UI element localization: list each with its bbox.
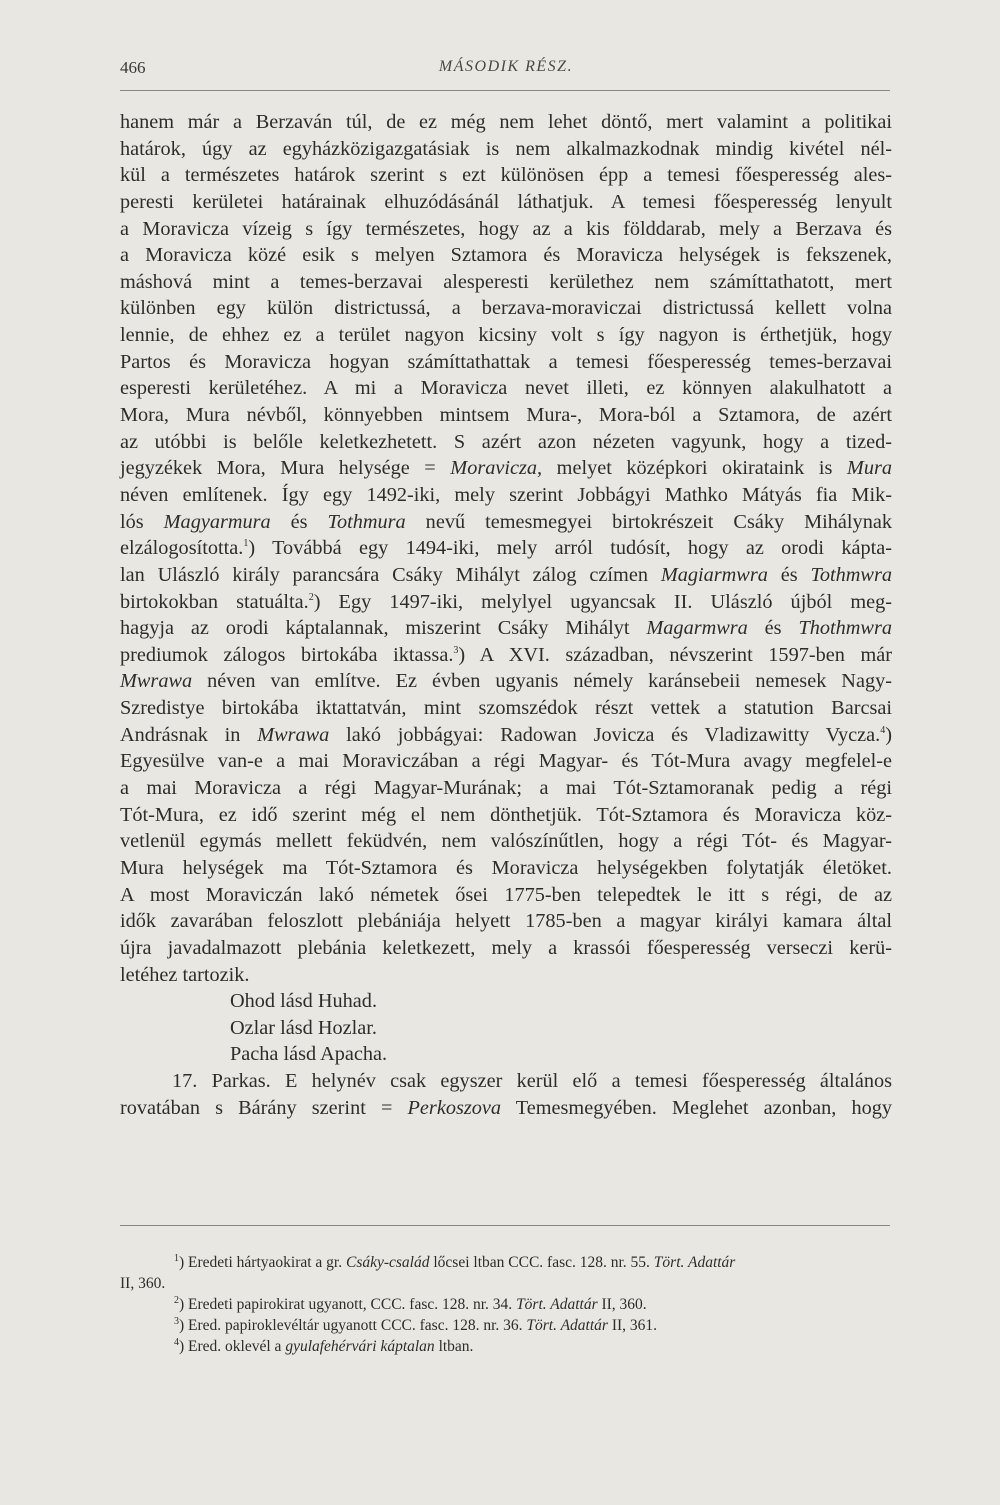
text-run: Andrásnak in (120, 723, 258, 746)
text-line (120, 562, 892, 589)
footnote-3 (120, 1315, 810, 1336)
italic-place-name: Perkoszova (407, 1096, 502, 1119)
text-line (120, 668, 892, 695)
text-line (120, 509, 892, 536)
page-header (120, 58, 892, 88)
text-run: birtokokban statuálta. (120, 590, 309, 613)
entry-heading-line: 17. Parkas. E helynév csak egyszer kerül elő a temesi főesperesség általános (172, 1070, 892, 1093)
text-line (120, 535, 892, 562)
footnote-ref[interactable]: 2 (308, 591, 314, 603)
text-run: jegyzékek Mora, Mura helysége = (120, 457, 451, 480)
text-run: II, 360. (597, 1296, 647, 1313)
italic-text: Tört. Adattár (653, 1254, 736, 1271)
footnote-4 (120, 1336, 810, 1357)
text-line: vetlenül egymás mellett feküdvén, nem valószínűtlen, hogy a régi Tót- és Magyar- (120, 830, 892, 853)
text-line: Egyesülve van-e a mai Moraviczában a régi Magyar- és Tót-Mura avagy megfelel-e (120, 750, 892, 773)
italic-place-name: Moravicza, (450, 457, 543, 480)
footnotes (120, 1252, 810, 1357)
italic-place-name: Mwrawa (257, 723, 330, 746)
footnote-number: 2 (174, 1294, 179, 1306)
footnote-number: 4 (174, 1336, 179, 1348)
text-line: újra javadalmazott plebánia keletkezett, mely a krassói főesperesség verseczi kerü- (120, 936, 892, 959)
footnote-1-continued: II, 360. (120, 1275, 166, 1292)
text-run: ) Egy 1497-iki, melylyel ugyancsak II. Ulászló újból meg- (313, 590, 892, 613)
italic-place-name: Magarmwra (646, 617, 748, 640)
italic-place-name: Tothmwra (810, 563, 892, 586)
text-run: prediumok zálogos birtokába iktassa. (120, 643, 454, 666)
header-rule (120, 90, 890, 91)
footnote-ref[interactable]: 3 (453, 645, 459, 657)
text-line: peresti kerületei határainak elhuzódásánál láthatjuk. A temesi főesperesség lenyult (120, 190, 892, 213)
footnote-rule (120, 1225, 890, 1226)
text-line: hanem már a Berzaván túl, de ez még nem lehet döntő, mert valamint a politikai (120, 111, 892, 133)
text-line (120, 642, 892, 669)
text-run: ) Eredeti hártyaokirat a gr. (179, 1254, 346, 1271)
text-run: ltban. (434, 1338, 474, 1355)
text-line: a Moravicza közé esik s melyen Sztamora és Moravicza helységek is fekszenek, (120, 244, 892, 267)
text-run: lőcsei ltban CCC. fasc. 128. nr. 55. (429, 1254, 654, 1271)
text-run: elzálogosította. (120, 537, 244, 560)
footnote-number: 1 (174, 1252, 179, 1264)
text-run: és (747, 617, 799, 640)
italic-place-name: Tothmura (327, 510, 406, 533)
text-run: ) Eredeti papirokirat ugyanott, CCC. fasc. 128. nr. 34. (179, 1296, 517, 1313)
text-run: néven van említve. Ez évben ugyanis némely karánsebeii nemesek Nagy- (192, 670, 892, 693)
text-run: Temesmegyében. Meglehet azonban, hogy (501, 1096, 893, 1119)
italic-text: Tört. Adattár (516, 1296, 598, 1313)
footnote-ref[interactable]: 1 (243, 538, 249, 550)
body-text (120, 109, 892, 1121)
italic-place-name: Mura (846, 457, 892, 480)
text-line (120, 615, 892, 642)
text-run: ) Ered. papiroklevéltár ugyanott CCC. fasc. 128. nr. 36. (179, 1317, 527, 1334)
text-line: különben egy külön districtussá, a berzava-moraviczai districtussá kellett volna (120, 297, 892, 320)
text-line: Szredistye birtokába iktattatván, mint szomszédok részt vettek a statution Barcsai (120, 697, 892, 720)
text-line: kül a természetes határok szerint s ezt különösen épp a temesi főesperesség ales- (120, 164, 892, 187)
italic-text: gyulafehérvári káptalan (285, 1338, 435, 1355)
text-line (120, 722, 892, 749)
text-line (120, 1095, 892, 1122)
text-line: Mura helységek ma Tót-Sztamora és Moravicza helységekben folytatják életöket. (120, 856, 892, 879)
footnote-ref[interactable]: 4 (880, 724, 886, 736)
text-line: Mora, Mura névből, könnyebben mintsem Mura-, Mora-ból a Sztamora, de azért (120, 404, 892, 427)
text-run: és (767, 563, 811, 586)
text-run: hagyja az orodi káptalannak, miszerint Csáky Mihályt (120, 617, 647, 640)
text-run: lakó jobbágyai: Radowan Jovicza és Vladizawitty Vycza. (329, 723, 881, 746)
text-run: lan Ulászló király parancsára Csáky Mihályt zálog czímen (120, 563, 661, 586)
italic-place-name: Magyarmura (163, 510, 271, 533)
text-line: A most Moraviczán lakó németek ősei 1775-ben telepedtek le itt s régi, de az (120, 883, 892, 906)
text-run: ) Ered. oklevél a (179, 1338, 286, 1355)
text-line: lennie, de ehhez ez a terület nagyon kicsiny volt s így nagyon is érthetjük, hogy (120, 324, 892, 347)
text-run: melyet középkori okirataink is (542, 457, 847, 480)
text-line: az utóbbi is belőle keletkezhetett. S azért azon nézeten vagyunk, hogy a tized- (120, 430, 892, 453)
text-run: ) Továbbá egy 1494-iki, mely arról tudósít, hogy az orodi kápta- (248, 537, 892, 560)
text-line: néven említenek. Így egy 1492-iki, mely szerint Jobbágyi Mathko Mátyás fia Mik- (120, 483, 892, 506)
running-head: MÁSODIK RÉSZ. (438, 58, 574, 75)
italic-text: Csáky-család (345, 1254, 430, 1271)
text-run: rovatában s Bárány szerint = (120, 1096, 408, 1119)
cross-reference-entry: Ozlar lásd Hozlar. (230, 1016, 377, 1039)
text-run: nevű temesmegyei birtokrészeit Csáky Mihálynak (405, 510, 892, 533)
text-line (120, 455, 892, 482)
text-line: Partos és Moravicza hogyan számíttathattak a temesi főesperesség temes-berzavai (120, 350, 892, 373)
text-line: letéhez tartozik. (120, 963, 250, 986)
italic-place-name: Mwrawa (120, 670, 193, 693)
footnote-2 (120, 1294, 810, 1315)
text-line: máshová mint a temes-berzavai alesperesti kerülethez nem számíttathatott, mert (120, 270, 892, 293)
footnote-1 (120, 1252, 810, 1273)
text-line: esperesti kerületéhez. A mi a Moravicza nevet illeti, ez könnyen alakulhatott a (120, 377, 892, 400)
italic-place-name: Magiarmwra (660, 563, 768, 586)
text-line: Tót-Mura, ez idő szerint még el nem dönthetjük. Tót-Sztamora és Moravicza köz- (120, 803, 892, 826)
footnote-number: 3 (174, 1315, 179, 1327)
text-run: lós (120, 510, 164, 533)
text-line: határok, úgy az egyházközigazgatásiak is nem alkalmazkodnak mindig kivétel nél- (120, 137, 892, 160)
text-run: II, 361. (607, 1317, 658, 1334)
text-run: és (270, 510, 328, 533)
cross-reference-entry: Ohod lásd Huhad. (230, 990, 378, 1013)
text-run: ) A XVI. században, névszerint 1597-ben már (458, 643, 892, 666)
page-number: 466 (120, 58, 146, 77)
italic-text: Tört. Adattár (526, 1317, 608, 1334)
text-run: ) (885, 723, 893, 746)
text-line (120, 589, 892, 616)
cross-reference-entry: Pacha lásd Apacha. (230, 1043, 388, 1066)
text-line: idők zavarában feloszlott plebániája helyett 1785-ben a magyar királyi kamara által (120, 910, 892, 933)
italic-place-name: Thothmwra (798, 617, 892, 640)
text-line: a mai Moravicza a régi Magyar-Murának; a mai Tót-Sztamoranak pedig a régi (120, 777, 892, 800)
text-line: a Moravicza vízeig s így természetes, hogy az a kis földdarab, mely a Berzava és (120, 217, 892, 240)
